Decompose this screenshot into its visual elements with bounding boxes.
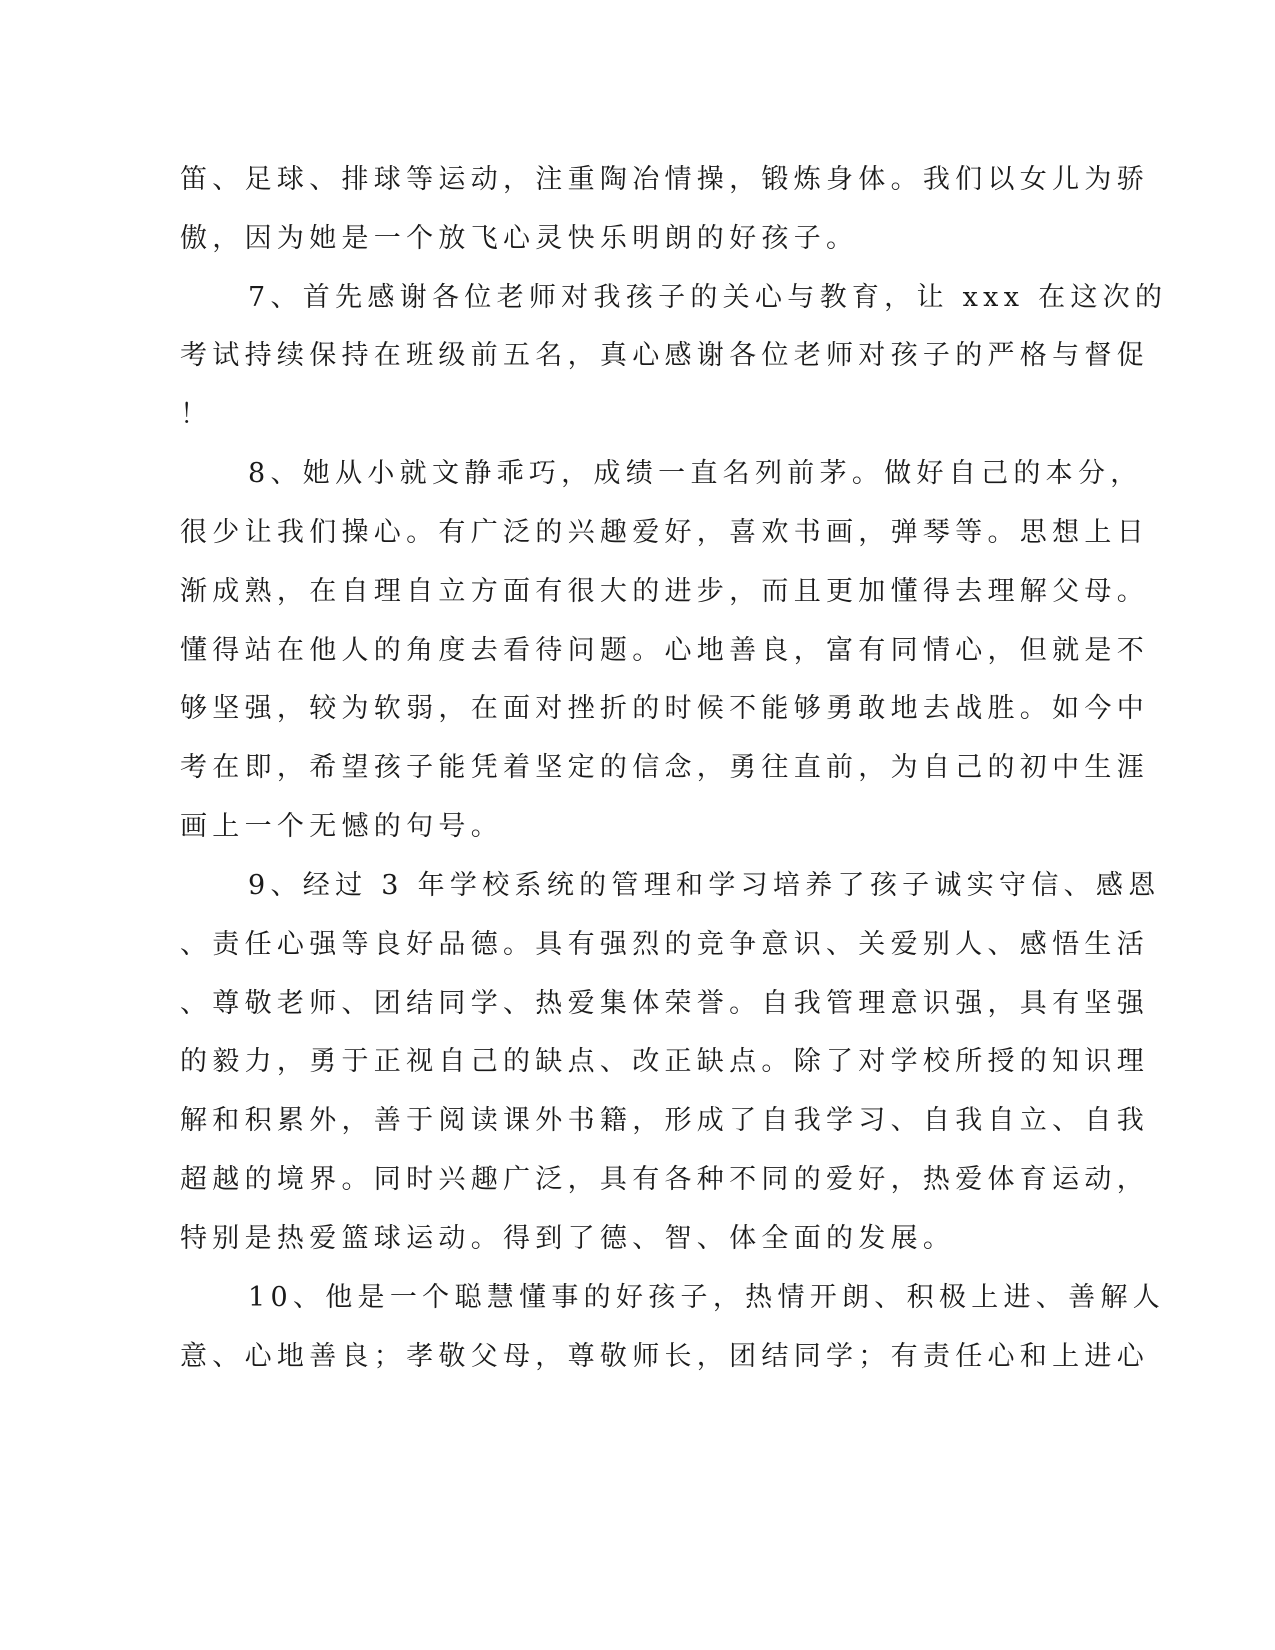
text-line: 懂得站在他人的角度去看待问题。心地善良，富有同情心，但就是不 <box>180 635 1149 666</box>
text-line: 、尊敬老师、团结同学、热爱集体荣誉。自我管理意识强，具有坚强 <box>180 988 1149 1019</box>
text-line: ！ <box>180 399 213 430</box>
text-line: 考在即，希望孩子能凭着坚定的信念，勇往直前，为自己的初中生涯 <box>180 752 1149 783</box>
text-line: 、责任心强等良好品德。具有强烈的竞争意识、关爱别人、感悟生活 <box>180 929 1149 960</box>
text-line: 8、她从小就文静乖巧，成绩一直名列前茅。做好自己的本分， <box>248 458 1143 489</box>
text-line: 傲，因为她是一个放飞心灵快乐明朗的好孩子。 <box>180 223 859 254</box>
text-line: 7、首先感谢各位老师对我孩子的关心与教育，让 xxx 在这次的 <box>248 282 1168 313</box>
text-line: 特别是热爱篮球运动。得到了德、智、体全面的发展。 <box>180 1223 956 1254</box>
text-line: 很少让我们操心。有广泛的兴趣爱好，喜欢书画，弹琴等。思想上日 <box>180 517 1149 548</box>
text-line: 画上一个无憾的句号。 <box>180 811 503 842</box>
text-line: 渐成熟，在自理自立方面有很大的进步，而且更加懂得去理解父母。 <box>180 576 1149 607</box>
text-line: 考试持续保持在班级前五名，真心感谢各位老师对孩子的严格与督促 <box>180 340 1149 371</box>
text-line: 意、心地善良；孝敬父母，尊敬师长，团结同学；有责任心和上进心 <box>180 1341 1149 1372</box>
text-line: 解和积累外，善于阅读课外书籍，形成了自我学习、自我自立、自我 <box>180 1105 1149 1136</box>
text-line: 9、经过 3 年学校系统的管理和学习培养了孩子诚实守信、感恩 <box>248 870 1161 901</box>
text-line: 够坚强，较为软弱，在面对挫折的时候不能够勇敢地去战胜。如今中 <box>180 693 1149 724</box>
text-line: 超越的境界。同时兴趣广泛，具有各种不同的爱好，热爱体育运动， <box>180 1164 1149 1195</box>
text-line: 的毅力，勇于正视自己的缺点、改正缺点。除了对学校所授的知识理 <box>180 1046 1149 1077</box>
text-line: 笛、足球、排球等运动，注重陶冶情操，锻炼身体。我们以女儿为骄 <box>180 164 1149 195</box>
text-line: 10、他是一个聪慧懂事的好孩子，热情开朗、积极上进、善解人 <box>248 1282 1166 1313</box>
